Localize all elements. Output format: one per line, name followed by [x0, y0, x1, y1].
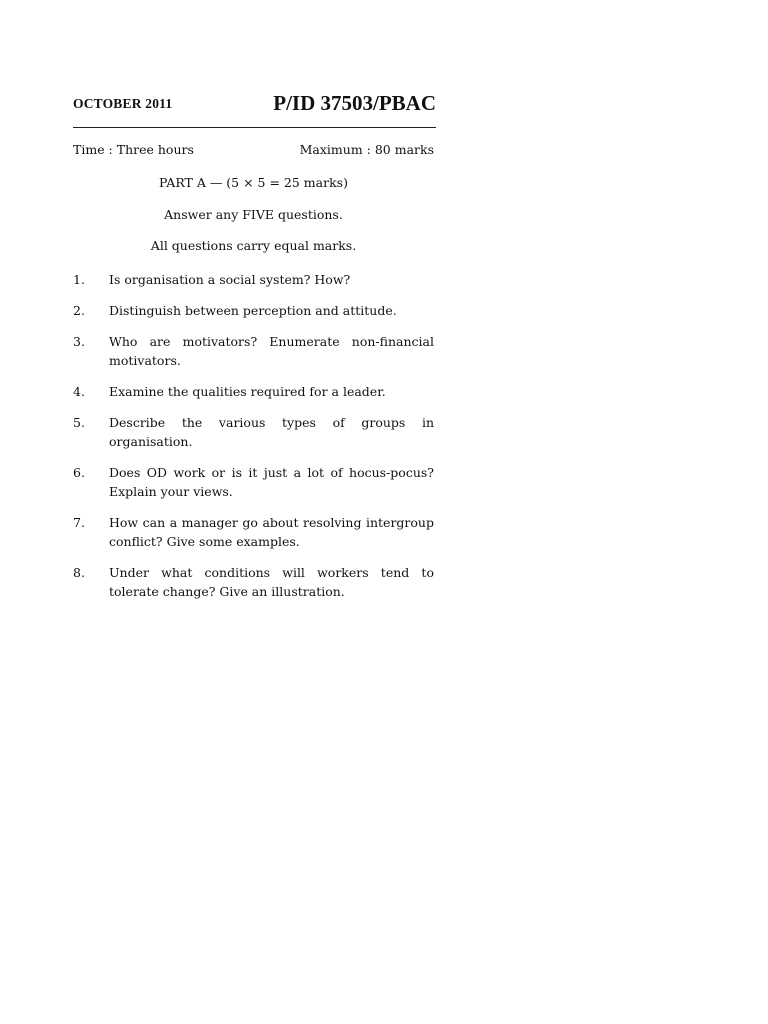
question-item [73, 332, 434, 370]
instruction-answer-any: Answer any FIVE questions. [164, 207, 343, 222]
instruction-equal-marks: All questions carry equal marks. [150, 238, 357, 253]
time-allowed: Time : Three hours [73, 142, 194, 157]
question-item [73, 513, 434, 551]
question-item [73, 382, 434, 401]
exam-month: OCTOBER 2011 [73, 96, 173, 111]
question-text: Is organisation a social system? How? [109, 272, 351, 287]
question-text: Distinguish between perception and attitude. [109, 303, 397, 318]
question-number: 1. [73, 272, 85, 287]
question-number: 4. [73, 384, 85, 399]
question-text: Under what conditions will workers tend to tolerate change? Give an illustration. [109, 565, 434, 599]
question-item [73, 301, 434, 320]
question-text: Who are motivators? Enumerate non-financial motivators. [109, 334, 434, 368]
question-text: Does OD work or is it just a lot of hocus-pocus? Explain your views. [109, 465, 434, 499]
header-divider [73, 127, 436, 128]
question-number: 6. [73, 465, 85, 480]
question-number: 5. [73, 415, 85, 430]
question-item [73, 270, 434, 289]
question-number: 2. [73, 303, 85, 318]
section-title: PART A — (5 × 5 = 25 marks) [159, 175, 348, 190]
page-header [73, 88, 436, 118]
question-number: 3. [73, 334, 85, 349]
question-number: 7. [73, 515, 85, 530]
paper-code: P/ID 37503/PBAC [273, 91, 436, 115]
question-list [73, 270, 434, 613]
maximum-marks: Maximum : 80 marks [299, 142, 434, 157]
question-text: How can a manager go about resolving intergroup conflict? Give some examples. [109, 515, 434, 549]
question-text: Describe the various types of groups in organisation. [109, 415, 434, 449]
question-item [73, 413, 434, 451]
question-item [73, 463, 434, 501]
question-text: Examine the qualities required for a leader. [109, 384, 386, 399]
question-item [73, 563, 434, 601]
question-number: 8. [73, 565, 85, 580]
